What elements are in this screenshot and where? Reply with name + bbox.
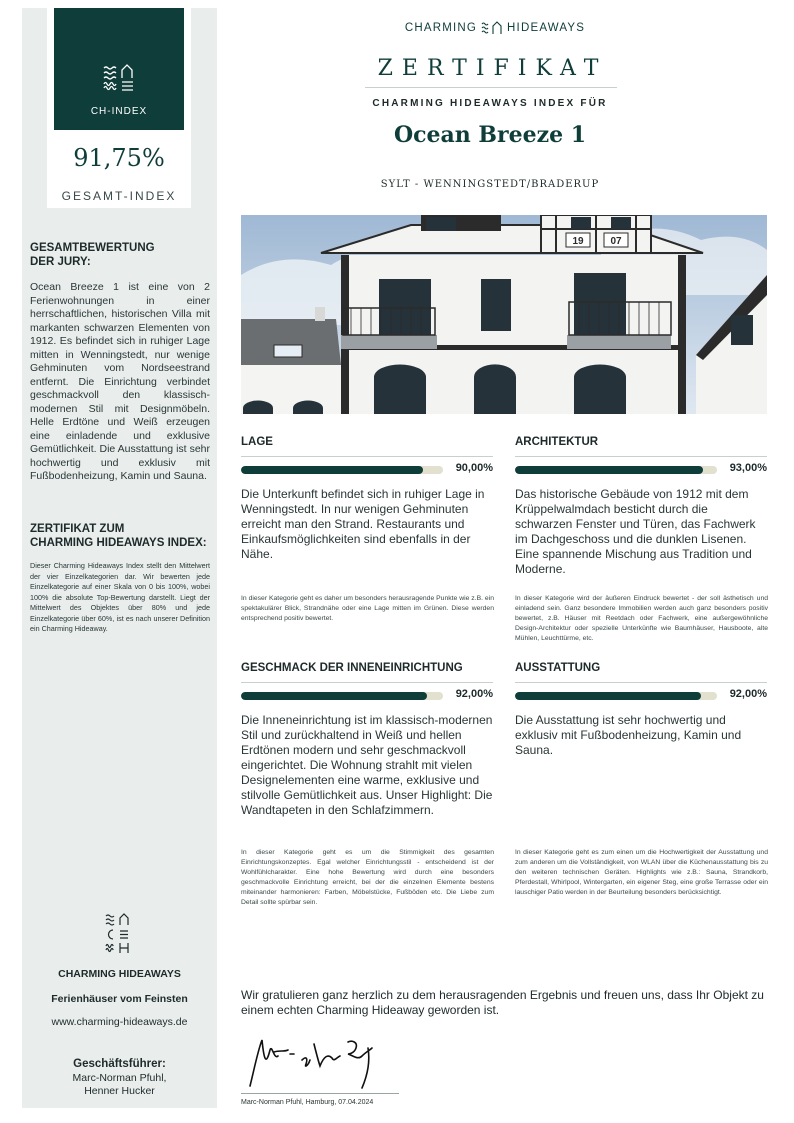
category-note-inneneinrichtung: In dieser Kategorie geht es um die Stimmigkeit des gesamten Einrichtungskonzeptes. Egal welcher Einrichtungsstil - entscheidend ist der Wohlfühlcharakter. Eine hohe Bewertung wird durch eine besonders geschmackvolle Einrichtung erreicht, bei der die einzelnen Elemente bestens miteinander harmonieren: Farben, Möbelstücke, Fußböden etc. Die Liebe zum Detail sollte spürbar sein. [241,849,494,906]
category-note-architektur: In dieser Kategorie wird der äußeren Eindruck bewertet - der soll ästhetisch und einladend sein. Ganz besondere Immobilien werden auch ganz besonders positiv bewertet, z.B. Häuser mit Reetdach oder Fachwerk, eine außergewöhnliche Design-Architektur oder spezielle Unterkünfte wie Baumhäuser, Hausboote, alte Mühlen, Leuchttürme, etc. [515,595,768,642]
property-location: SYLT - WENNINGSTEDT/BRADERUP [380,179,600,190]
category-score [515,457,767,487]
index-heading-line-2: CHARMING HIDEAWAYS INDEX: [30,537,207,549]
category-note-ausstattung: In dieser Kategorie geht es zum einen um die Hochwertigkeit der Ausstattung und zum anderen um die Vollständigkeit, von WLAN über die Küchenausstattung bis zu den weiteren technischen Geräten. Highlights wie z.B.: Sauna, Strandkorb, Pferdestall, Whirlpool, Wintergarten, ein eigener Steg, eine große Terrasse oder ein lauschiger Patio werden in der Beurteilung besonders berücksichtigt. [515,849,768,896]
sidebar [22,8,217,1108]
company-name: CHARMING HIDEAWAYS [58,968,181,980]
category-score [515,683,767,713]
category-inneneinrichtung [241,662,493,818]
ceo-name-1: Marc-Norman Pfuhl, [72,1072,167,1084]
ch-index-label: CH-INDEX [90,106,148,117]
category-note-lage: In dieser Kategorie geht es daher um besonders herausragende Punkte wie z.B. ein spektakulärer Blick, Strandnähe oder eine Lage mitten im Grünen. Diese werden entsprechend positiv bewertet. [241,595,494,622]
ch-vertical-logo-icon [104,913,134,955]
index-value: 91,75% [73,144,165,172]
category-title: ARCHITEKTUR [515,436,599,448]
tagline: Ferienhäuser vom Feinsten [51,993,188,1005]
category-text: Die Inneneinrichtung ist im klassisch-modernen Stil und zurückhaltend in Weiß und hellen Erdtönen modern und sehr geschmackvoll eingerichtet. Die Wohnung strahlt mit vielen Designelementen eine warme, exklusive und stilvolle Gemütlichkeit aus. Unser Highlight: Die Wandtapeten in den Schlafzimmern. [241,713,493,817]
category-ausstattung [515,662,767,758]
category-title: AUSSTATTUNG [515,662,601,674]
score-bar [515,466,717,474]
villa-illustration [241,215,767,414]
category-architektur [515,436,767,577]
brand-mark-icon [481,21,503,35]
score-fill [241,692,427,700]
title-divider [365,87,617,88]
website-link[interactable]: www.charming-hideaways.de [51,1016,188,1028]
score-fill [515,692,701,700]
ch-index-tile [54,8,184,130]
ch-logo-icon [102,64,136,96]
score-percent: 90,00% [455,462,493,474]
signature [244,1030,404,1092]
house-number-right: 07 [610,236,622,247]
score-percent: 92,00% [729,688,767,700]
signature-line [241,1093,399,1094]
jury-heading-line-2: DER JURY: [30,256,91,268]
category-title: LAGE [241,436,273,448]
score-bar [241,692,443,700]
certificate-subtitle: CHARMING HIDEAWAYS INDEX FÜR [372,98,608,109]
ceo-name-2: Henner Hucker [84,1085,155,1097]
category-score [241,457,493,487]
property-name: Ocean Breeze 1 [393,122,587,148]
score-fill [515,466,703,474]
jury-heading [30,241,155,269]
category-text: Die Unterkunft befindet sich in ruhiger Lage in Wenningstedt. In nur wenigen Gehminuten erreicht man den Strand. Restaurants und Einkaufsmöglichkeiten sind ebenfalls in der Nähe. [241,487,485,561]
index-heading [30,522,207,550]
category-title: GESCHMACK DER INNENEINRICHTUNG [241,662,463,674]
score-fill [241,466,423,474]
score-bar [515,692,717,700]
category-text: Die Ausstattung ist sehr hochwertig und exklusiv mit Fußbodenheizung, Kamin und Sauna. [515,713,742,757]
certificate-title: ZERTIFIKAT [377,56,608,81]
ceo-label: Geschäftsführer: [73,1058,166,1070]
brand-logo [380,18,610,38]
score-percent: 92,00% [455,688,493,700]
category-score [241,683,493,713]
score-bar [241,466,443,474]
brand-left: CHARMING [404,22,478,34]
category-lage [241,436,493,562]
index-heading-line-1: ZERTIFIKAT ZUM [30,523,125,535]
jury-text: Ocean Breeze 1 ist eine von 2 Ferienwohnungen in einer herrschaftlichen, historischen Villa mit markanten schwarzen Elementen von 1912. Es befindet sich in ruhiger Lage mitten in Wenningstedt, nur wenige Gehminuten vom Nordseestrand entfernt. Die Einrichtung verbindet geschmackvoll den klassisch-modernen Stil mit Designmöbeln. Helle Erdtöne und Weiß erzeugen eine einladende und exklusive Gemütlichkeit. Die Ausstattung ist sehr hochwertig und exklusiv mit Fußbodenheizung, Kamin und Sauna. [30,281,210,482]
brand-right: HIDEAWAYS [507,22,586,34]
index-caption: GESAMT-INDEX [61,189,177,203]
category-text: Das historische Gebäude von 1912 mit dem Krüppelwalmdach besticht durch die schwarzen Fenster und Türen, das Fachwerk im Dachgeschoss und die dunklen Lisenen. Eine spannende Mischung aus Tradition und Moderne. [515,487,756,576]
index-explanation: Dieser Charming Hideaways Index stellt den Mittelwert der vier Einzelkategorien dar. Wir bewerten jede Einzelkategorie auf einer Skala von 0 bis 100%, wobei 100% die absolute Top-Bewertung darstellt. Liegt der Mittelwert des Objektes über 80% und jede Einzelkategorie über 60%, ist es nach unserer Definition ein Charming Hideaway. [30,561,210,633]
score-percent: 93,00% [729,462,767,474]
congratulations-text: Wir gratulieren ganz herzlich zu dem herausragenden Ergebnis und freuen uns, dass Ihr Objekt zu einem echten Charming Hideaway geworden ist. [241,988,764,1017]
house-number-left: 19 [572,236,584,247]
jury-heading-line-1: GESAMTBEWERTUNG [30,242,155,254]
signature-caption: Marc-Norman Pfuhl, Hamburg, 07.04.2024 [241,1099,374,1106]
property-photo [241,215,767,414]
index-card [47,8,191,208]
